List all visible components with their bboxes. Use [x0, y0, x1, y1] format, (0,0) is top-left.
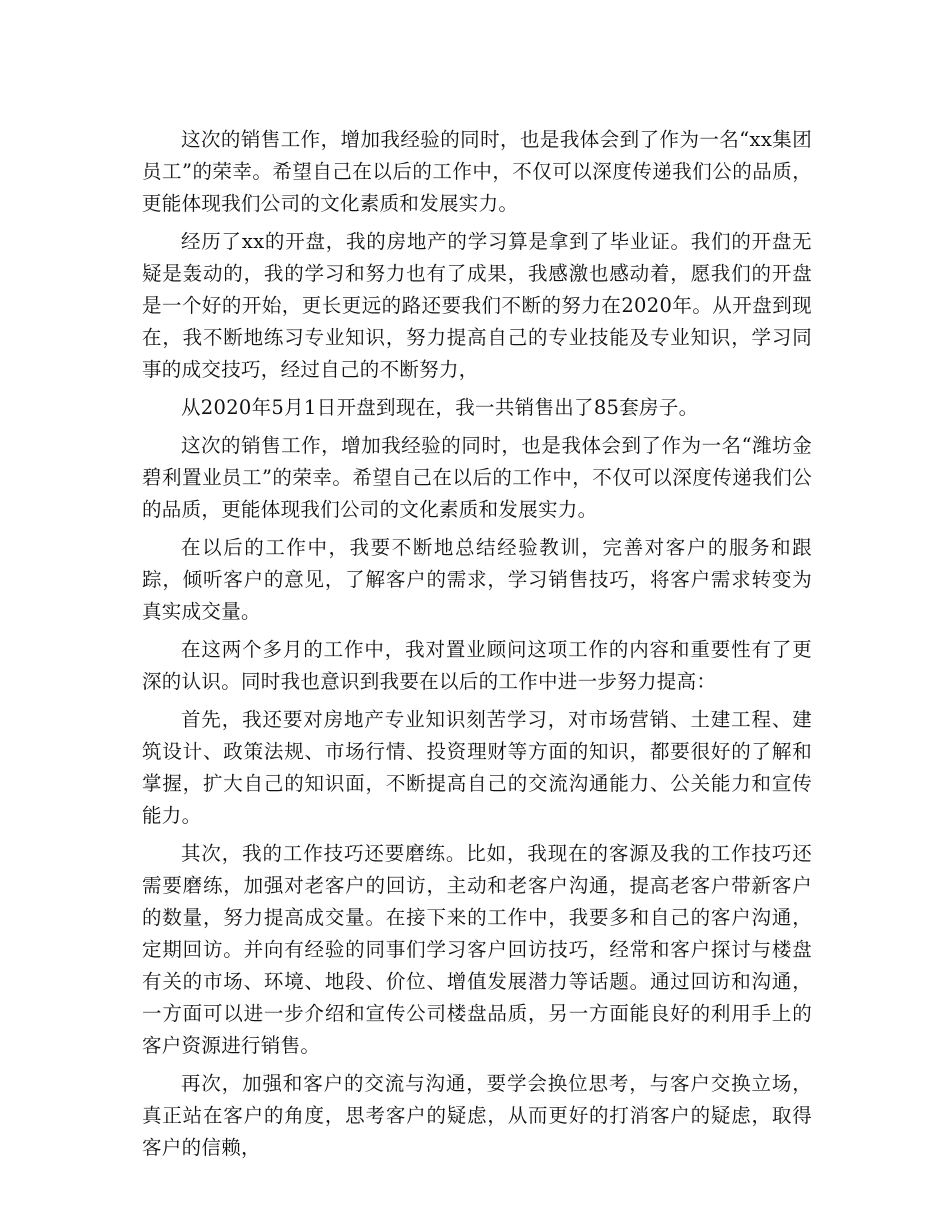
paragraph-4: 这次的销售工作，增加我经验的同时，也是我体会到了作为一名“潍坊金碧利置业员工”的荣幸。希望自己在以后的工作中，不仅可以深度传递我们公的品质，更能体现我们公司的文化素质和发展实力。 — [142, 434, 812, 521]
paragraph-3: 从2020年5月1日开盘到现在，我一共销售出了85套房子。 — [181, 396, 699, 419]
document-body — [142, 124, 812, 1164]
paragraph-9: 再次，加强和客户的交流与沟通，要学会换位思考，与客户交换立场，真正站在客户的角度，思考客户的疑虑，从而更好的打消客户的疑虑，取得客户的信赖， — [142, 1072, 812, 1159]
paragraph-8: 其次，我的工作技巧还要磨练。比如，我现在的客源及我的工作技巧还需要磨练，加强对老客户的回访，主动和老客户沟通，提高老客户带新客户的数量，努力提高成交量。在接下来的工作中，我要多和自己的客户沟通，定期回访。并向有经验的同事们学习客户回访技巧，经常和客户探讨与楼盘有关的市场、环境、地段、价位、增值发展潜力等话题。通过回访和沟通，一方面可以进一步介绍和宣传公司楼盘品质，另一方面能良好的利用手上的客户资源进行销售。 — [142, 842, 812, 1057]
paragraph-1: 这次的销售工作，增加我经验的同时，也是我体会到了作为一名“xx集团员工”的荣幸。希望自己在以后的工作中，不仅可以深度传递我们公的品质，更能体现我们公司的文化素质和发展实力。 — [142, 128, 812, 215]
paragraph-5: 在以后的工作中，我要不断地总结经验教训，完善对客户的服务和跟踪，倾听客户的意见，了解客户的需求，学习销售技巧，将客户需求转变为真实成交量。 — [142, 536, 812, 623]
paragraph-7: 首先，我还要对房地产专业知识刻苦学习，对市场营销、土建工程、建筑设计、政策法规、市场行情、投资理财等方面的知识，都要很好的了解和掌握，扩大自己的知识面，不断提高自己的交流沟通能力、公关能力和宣传能力。 — [142, 708, 812, 827]
paragraph-6: 在这两个多月的工作中，我对置业顾问这项工作的内容和重要性有了更深的认识。同时我也意识到我要在以后的工作中进一步努力提高： — [142, 638, 812, 693]
paragraph-2: 经历了xx的开盘，我的房地产的学习算是拿到了毕业证。我们的开盘无疑是轰动的，我的学习和努力也有了成果，我感激也感动着，愿我们的开盘是一个好的开始，更长更远的路还要我们不断的努力在2020年。从开盘到现在，我不断地练习专业知识，努力提高自己的专业技能及专业知识，学习同事的成交技巧，经过自己的不断努力， — [142, 230, 812, 381]
